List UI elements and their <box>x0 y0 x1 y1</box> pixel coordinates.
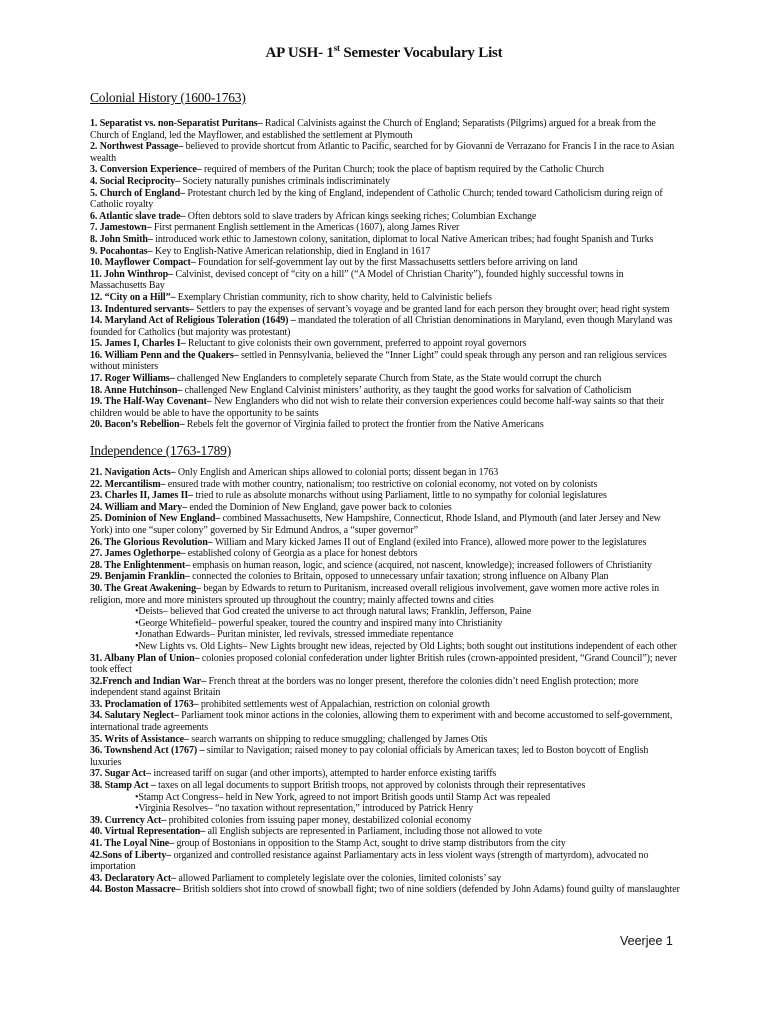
vocab-definition: ensured trade with mother country, nationalism; too restrictive on colonial economy, not voted on by colonists <box>165 478 598 490</box>
vocab-definition: challenged New England Calvinist ministers’ authority, as they taught the good works for salvation of Catholicism <box>182 384 632 396</box>
vocab-item <box>90 292 682 304</box>
vocab-item <box>90 479 682 491</box>
vocab-item <box>90 815 682 827</box>
vocab-term: 39. Currency Act– <box>90 814 167 826</box>
vocab-term: 29. Benjamin Franklin– <box>90 571 190 583</box>
vocab-term: 12. “City on a Hill”– <box>90 291 176 303</box>
vocab-definition: allowed Parliament to completely legislate over the colonies, limited colonists’ say <box>176 872 502 884</box>
vocab-definition: Settlers to pay the expenses of servant’s voyage and be granted land for each person they brought over; head right system <box>193 303 670 315</box>
vocab-item <box>90 419 682 431</box>
vocab-term: 43. Declaratory Act– <box>90 872 177 884</box>
vocab-item <box>90 257 682 269</box>
vocab-term: 25. Dominion of New England– <box>90 513 221 525</box>
vocab-item <box>90 315 682 338</box>
vocab-definition: Society naturally punishes criminals indiscriminately <box>180 175 390 187</box>
vocab-term: 21. Navigation Acts– <box>90 467 176 478</box>
vocab-term: 8. John Smith– <box>90 233 153 245</box>
vocab-term: 4. Social Reciprocity– <box>90 175 181 187</box>
vocab-term: 28. The Enlightenment– <box>90 559 191 571</box>
vocab-definition: Rebels felt the governor of Virginia failed to protect the frontier from the Native Americans <box>184 419 544 431</box>
vocab-term: 33. Proclamation of 1763– <box>90 698 199 710</box>
vocab-item <box>90 176 682 188</box>
vocab-subpoint: •Jonathan Edwards– Puritan minister, led revivals, stressed immediate repentance <box>135 629 454 641</box>
vocab-term: 42.Sons of Liberty– <box>90 849 172 861</box>
vocab-term: 6. Atlantic slave trade– <box>90 210 186 222</box>
vocab-term: 5. Church of England– <box>90 187 185 199</box>
vocab-item <box>90 583 682 653</box>
vocab-term: 2. Northwest Passage– <box>90 141 184 153</box>
vocab-definition: increased tariff on sugar (and other imports), attempted to harder enforce existing tariffs <box>150 768 497 780</box>
section-heading-colonial: Colonial History (1600-1763) <box>90 90 246 105</box>
vocab-term: 44. Boston Massacre– <box>90 884 181 896</box>
vocab-definition: required of members of the Puritan Church; took the place of baptism required by the Catholic Church <box>201 164 604 176</box>
page-footer: Veerjee 1 <box>620 934 673 948</box>
vocab-term: 3. Conversion Experience– <box>90 164 202 176</box>
vocab-term: 10. Mayflower Compact– <box>90 257 196 269</box>
vocab-item <box>90 710 682 733</box>
vocab-item <box>90 385 682 397</box>
vocab-item <box>90 246 682 258</box>
vocab-term: 7. Jamestown– <box>90 222 152 234</box>
title-text: AP USH- 1 <box>265 45 334 61</box>
vocab-item <box>90 234 682 246</box>
vocab-item <box>90 490 682 502</box>
vocab-definition: group of Bostonians in opposition to the Stamp Act, sought to drive stamp distributors from the city <box>174 838 566 849</box>
vocab-item <box>90 502 682 514</box>
vocab-term: 35. Writs of Assistance– <box>90 733 189 745</box>
vocab-definition: Parliament took minor actions in the colonies, allowing them to experiment with and become accustomed to self-government, international trade agreements <box>90 710 673 734</box>
vocab-subpoint: •New Lights vs. Old Lights– New Lights brought new ideas, rejected by Old Lights; both sought out institutions independent of each other <box>135 640 677 652</box>
vocab-subpoint: •Stamp Act Congress– held in New York, agreed to not import British goods until Stamp Act was repealed <box>135 791 551 803</box>
vocab-term: 30. The Great Awakening– <box>90 582 201 594</box>
vocab-definition: British soldiers shot into crowd of snowball fight; two of nine soldiers (defended by John Adams) found guilty of manslaughter <box>180 884 680 896</box>
vocab-definition: settled in Pennsylvania, believed the “Inner Light” could speak through any person and ran religious services without ministers <box>90 349 667 373</box>
vocab-term: 40. Virtual Representation– <box>90 826 206 838</box>
section-heading-independence: Independence (1763-1789) <box>90 443 232 458</box>
vocab-definition: Exemplary Christian community, rich to show charity, held to Calvinistic beliefs <box>175 291 492 303</box>
vocab-item <box>90 734 682 746</box>
vocab-term: 38. Stamp Act – <box>90 780 156 792</box>
vocab-list-colonial <box>90 118 682 431</box>
vocab-definition: taxes on all legal documents to support British troops, not approved by colonists through their representatives <box>155 780 586 792</box>
vocab-subpoint: •Virginia Resolves– “no taxation without representation,” introduced by Patrick Henry <box>135 803 474 815</box>
vocab-term: 36. Townshend Act (1767) – <box>90 745 205 757</box>
vocab-term: 18. Anne Hutchinson– <box>90 384 183 396</box>
vocab-definition: established colony of Georgia as a place for honest debtors <box>185 548 418 560</box>
vocab-item <box>90 373 682 385</box>
vocab-definition: ended the Dominion of New England, gave power back to colonies <box>186 501 452 513</box>
vocab-term: 24. William and Mary– <box>90 501 187 513</box>
vocab-term: 26. The Glorious Revolution– <box>90 536 213 548</box>
page-title <box>0 43 768 62</box>
vocab-definition: connected the colonies to Britain, opposed to unnecessary unfair taxation; strong influence on Albany Plan <box>189 571 609 583</box>
vocab-item <box>90 571 682 583</box>
vocab-definition: French threat at the borders was no longer present, therefore the colonies didn’t need English protection; more independent stand against Britain <box>90 675 639 699</box>
vocab-definition: Radical Calvinists against the Church of England; Separatists (Pilgrims) argued for a break from the Church of England, led the Mayflower, and established the settlement at Plymouth <box>90 118 656 141</box>
vocab-definition: combined Massachusetts, New Hampshire, Connecticut, Rhode Island, and Plymouth (and later Jersey and New York) into one “super colony” governed by Sir Edmund Andros, a “super governor” <box>90 513 661 536</box>
vocab-item <box>90 141 682 164</box>
vocab-definition: believed to provide shortcut from Atlantic to Pacific, searched for by Giovanni de Verrazano for Francis I in the race to Asian wealth <box>90 141 675 164</box>
vocab-term: 27. James Oglethorpe– <box>90 548 186 560</box>
vocab-definition: Foundation for self-government lay out by the first Massachusetts settlers before arriving on land <box>195 257 578 269</box>
vocab-item <box>90 676 682 699</box>
title-superscript: st <box>333 43 340 53</box>
vocab-term: 14. Maryland Act of Religious Toleration (1649) – <box>90 315 296 327</box>
vocab-item <box>90 269 682 292</box>
vocab-item <box>90 780 682 815</box>
vocab-item <box>90 188 682 211</box>
vocab-term: 1. Separatist vs. non-Separatist Puritans– <box>90 118 263 129</box>
vocab-definition: mandated the toleration of all Christian denominations in Maryland, even though Maryland was founded for Catholics (but majority was protestant) <box>90 315 673 338</box>
vocab-item <box>90 873 682 885</box>
title-text-rest: Semester Vocabulary List <box>339 45 503 61</box>
vocab-subpoint: •George Whitefield– powerful speaker, toured the country and inspired many into Christianity <box>135 617 503 629</box>
vocab-list-independence <box>90 467 682 896</box>
vocab-term: 37. Sugar Act– <box>90 768 151 780</box>
vocab-term: 23. Charles II, James II– <box>90 490 194 502</box>
vocab-definition: similar to Navigation; raised money to pay colonial officials by American taxes; led to Boston boycott of English luxuries <box>90 745 649 768</box>
vocab-definition: Protestant church led by the king of England, independent of Catholic Church; tended toward Catholicism during reign of Catholic royalty <box>90 187 663 211</box>
vocab-definition: began by Edwards to return to Puritanism, increased overall religious involvement, gave women more active roles in religion, more and more ministers sprouted up throughout the country; mainly affected towns and cities <box>90 582 660 606</box>
vocab-item <box>90 304 682 316</box>
vocab-definition: First permanent English settlement in the Americas (1607), along James River <box>151 222 460 234</box>
vocab-term: 41. The Loyal Nine– <box>90 838 175 849</box>
vocab-item <box>90 537 682 549</box>
vocab-term: 16. William Penn and the Quakers– <box>90 349 239 361</box>
vocab-item <box>90 838 682 850</box>
vocab-term: 34. Salutary Neglect– <box>90 710 179 722</box>
vocab-definition: prohibited colonies from issuing paper money, destabilized colonial economy <box>166 814 472 826</box>
vocab-term: 17. Roger Williams– <box>90 373 175 385</box>
vocab-definition: William and Mary kicked James II out of England (exiled into France), allowed more power to the legislatures <box>212 536 647 548</box>
vocab-definition: New Englanders who did not wish to relate their conversion experiences could become half-way saints so that their children would be able to have the opportunity to be saints <box>90 396 665 419</box>
vocab-item <box>90 653 682 676</box>
vocab-item <box>90 884 682 896</box>
vocab-definition: colonies proposed colonial confederation under lighter British rules (crown-appointed president, “Grand Council”); never took effect <box>90 652 677 676</box>
vocab-term: 13. Indentured servants– <box>90 303 194 315</box>
vocab-item <box>90 350 682 373</box>
vocab-item <box>90 118 682 141</box>
vocab-term: 15. James I, Charles I– <box>90 338 186 350</box>
vocab-definition: Key to English-Native American relationship, died in England in 1617 <box>152 245 431 257</box>
vocab-item <box>90 222 682 234</box>
vocab-item <box>90 396 682 419</box>
vocab-term: 19. The Half-Way Covenant– <box>90 396 212 408</box>
vocab-item <box>90 768 682 780</box>
vocab-definition: all English subjects are represented in Parliament, including those not allowed to vote <box>205 826 542 838</box>
vocab-item <box>90 548 682 560</box>
vocab-definition: tried to rule as absolute monarchs without using Parliament, little to no sympathy for colonial legislatures <box>193 490 607 502</box>
vocab-item <box>90 850 682 873</box>
vocab-subpoint: •Deists– believed that God created the universe to act through natural laws; Franklin, Jefferson, Paine <box>135 606 532 618</box>
vocab-item <box>90 699 682 711</box>
vocab-definition: search warrants on shipping to reduce smuggling; challenged by James Otis <box>188 733 488 745</box>
vocab-definition: challenged New Englanders to completely separate Church from State, as the State would corrupt the church <box>174 373 602 385</box>
vocab-item <box>90 467 682 479</box>
vocab-definition: Reluctant to give colonists their own government, preferred to appoint royal governors <box>185 338 527 350</box>
vocab-definition: prohibited settlements west of Appalachian, restriction on colonial growth <box>198 698 490 710</box>
vocab-definition: organized and controlled resistance against Parliamentary acts in less violent ways (strength of martyrdom), advocated no importation <box>90 849 649 873</box>
vocab-definition: Calvinist, devised concept of “city on a hill” (“A Model of Christian Charity”), founded highly successful towns in Massachusetts Bay <box>90 268 624 292</box>
vocab-term: 32.French and Indian War– <box>90 675 207 687</box>
vocab-definition: introduced work ethic to Jamestown colony, sanitation, diplomat to local Native American tribes; had fought Spanish and Turks <box>152 233 654 245</box>
vocab-term: 9. Pocahontas– <box>90 245 153 257</box>
vocab-term: 22. Mercantilism– <box>90 478 166 490</box>
vocab-term: 20. Bacon’s Rebellion– <box>90 419 185 431</box>
vocab-item <box>90 338 682 350</box>
vocab-item <box>90 560 682 572</box>
vocab-item <box>90 513 682 536</box>
vocab-definition: Often debtors sold to slave traders by African kings seeking riches; Columbian Exchange <box>185 210 537 222</box>
vocab-definition: Only English and American ships allowed to colonial ports; dissent began in 1763 <box>175 467 499 478</box>
vocab-item <box>90 211 682 223</box>
vocab-item <box>90 826 682 838</box>
vocab-term: 31. Albany Plan of Union– <box>90 652 200 664</box>
vocab-item <box>90 745 682 768</box>
vocab-item <box>90 164 682 176</box>
vocab-definition: emphasis on human reason, logic, and science (acquired, not nascent, knowledge); increased followers of Christianity <box>190 559 652 571</box>
vocab-term: 11. John Winthrop– <box>90 268 173 280</box>
